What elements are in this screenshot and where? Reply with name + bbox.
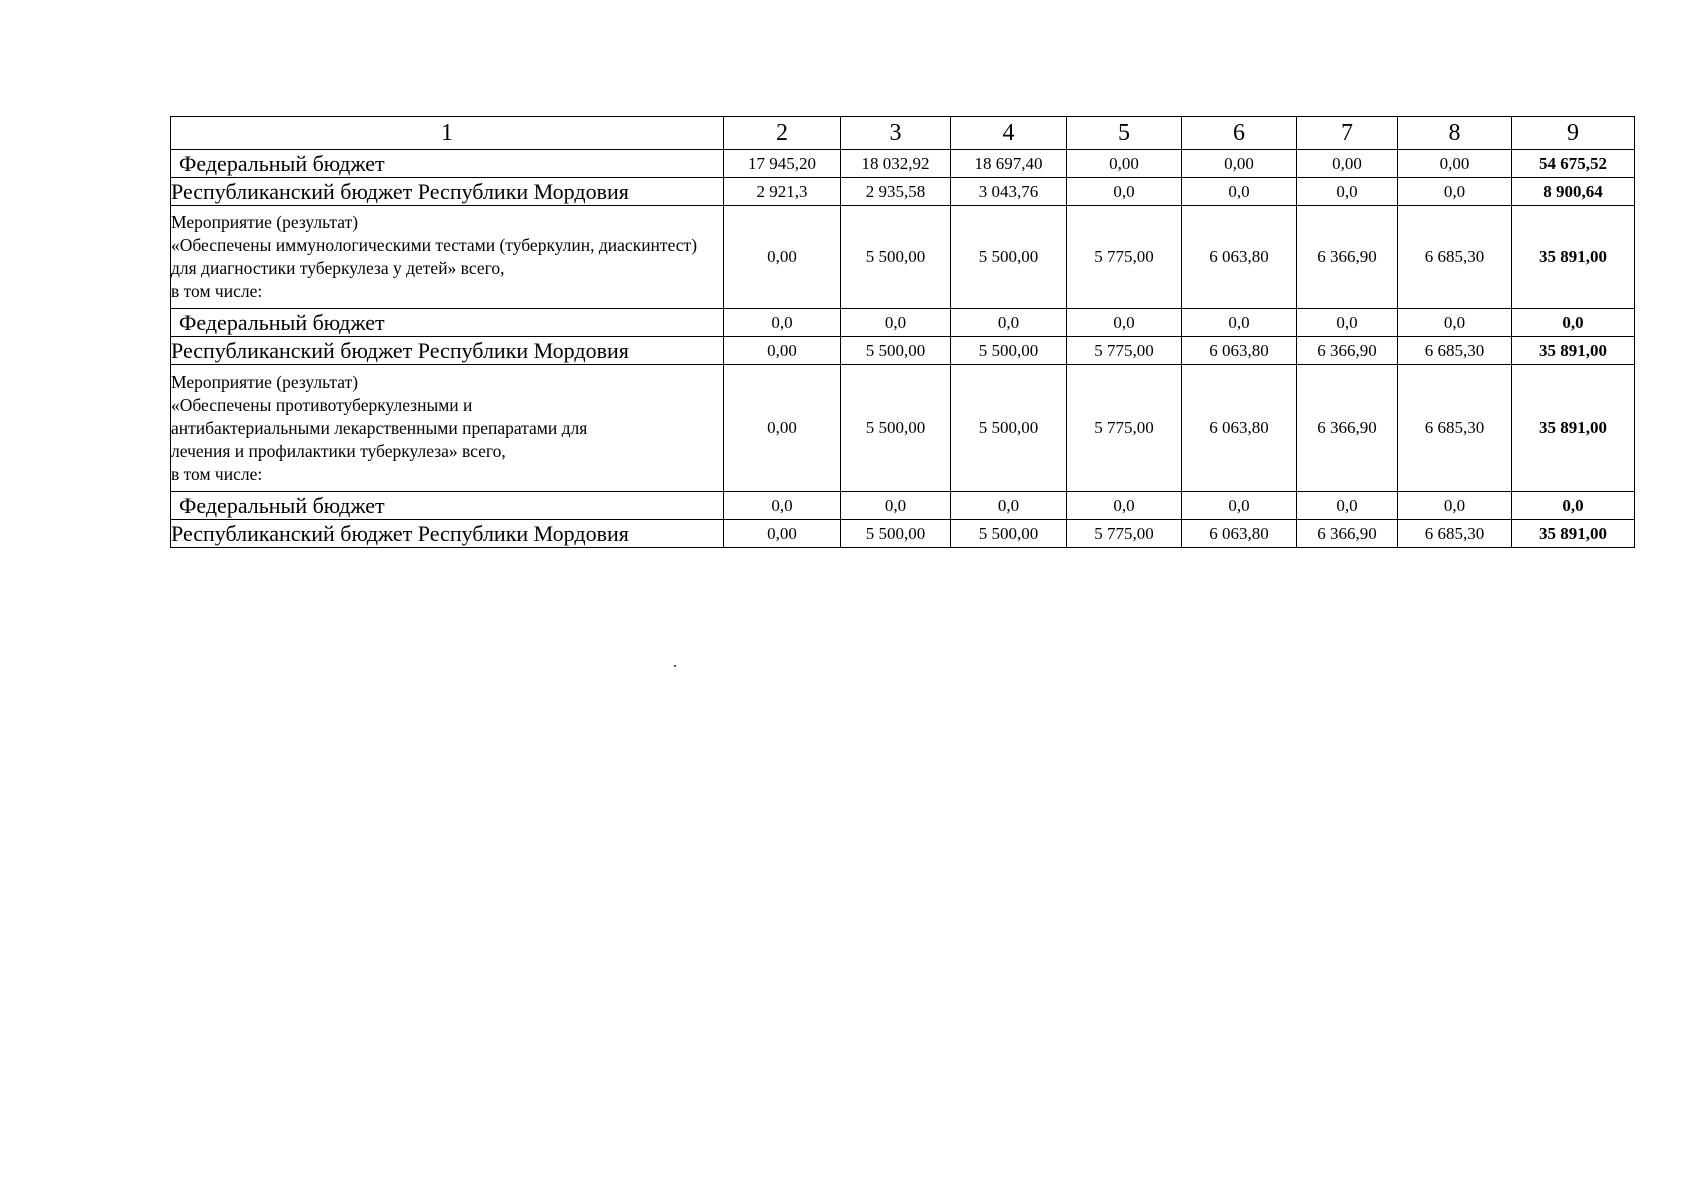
- scan-speck: [674, 665, 676, 667]
- header-row: [171, 117, 1635, 150]
- measure-row: [171, 365, 1635, 492]
- value-cell: 5 500,00: [951, 520, 1067, 548]
- row-label-text: Мероприятие (результат) «Обеспечены противотуберкулезными и антибактериальными лекарственными препаратами для лечения и профилактики туберкулеза» всего, в том числе:: [171, 371, 588, 484]
- header-cell: 8: [1398, 117, 1512, 150]
- header-cell: 2: [724, 117, 841, 150]
- funding-source-row: [171, 520, 1635, 548]
- header-cell: 6: [1182, 117, 1297, 150]
- measure-row: [171, 206, 1635, 309]
- value-cell: 0,0: [1398, 492, 1512, 520]
- value-cell: 5 500,00: [841, 365, 951, 492]
- total-cell: 54 675,52: [1512, 150, 1635, 178]
- value-cell: 2 921,3: [724, 178, 841, 206]
- value-cell: 6 063,80: [1182, 520, 1297, 548]
- funding-source-row: [171, 178, 1635, 206]
- value-cell: 6 685,30: [1398, 337, 1512, 365]
- value-cell: 6 685,30: [1398, 206, 1512, 309]
- value-cell: 5 500,00: [841, 206, 951, 309]
- value-cell: 0,0: [951, 492, 1067, 520]
- header-cell: 7: [1297, 117, 1398, 150]
- value-cell: 0,0: [1067, 492, 1182, 520]
- funding-source-label: [171, 178, 724, 206]
- total-cell: 35 891,00: [1512, 206, 1635, 309]
- row-label-text: Республиканский бюджет Республики Мордовия: [171, 520, 629, 546]
- header-cell: 5: [1067, 117, 1182, 150]
- value-cell: 5 500,00: [951, 365, 1067, 492]
- value-cell: 5 500,00: [841, 520, 951, 548]
- value-cell: 0,00: [1297, 150, 1398, 178]
- header-cell: 1: [171, 117, 724, 150]
- value-cell: 0,0: [724, 492, 841, 520]
- value-cell: 18 697,40: [951, 150, 1067, 178]
- value-cell: 0,00: [724, 520, 841, 548]
- value-cell: 5 500,00: [951, 206, 1067, 309]
- value-cell: 0,0: [1297, 492, 1398, 520]
- row-label-text: Республиканский бюджет Республики Мордовия: [171, 178, 629, 204]
- row-label-text: Федеральный бюджет: [179, 492, 385, 518]
- value-cell: 6 063,80: [1182, 365, 1297, 492]
- value-cell: 0,00: [724, 337, 841, 365]
- total-cell: 0,0: [1512, 492, 1635, 520]
- value-cell: 6 366,90: [1297, 365, 1398, 492]
- value-cell: 0,0: [951, 309, 1067, 337]
- value-cell: 0,0: [1297, 309, 1398, 337]
- funding-source-label: [171, 520, 724, 548]
- total-cell: 35 891,00: [1512, 520, 1635, 548]
- value-cell: 0,00: [1182, 150, 1297, 178]
- value-cell: 0,0: [841, 309, 951, 337]
- measure-label: [171, 206, 724, 309]
- row-label-text: Федеральный бюджет: [179, 309, 385, 335]
- header-cell: 9: [1512, 117, 1635, 150]
- row-label-text: Мероприятие (результат) «Обеспечены иммунологическими тестами (туберкулин, диаскинтест) для диагностики туберкулеза у детей» всего, в том числе:: [171, 212, 698, 301]
- total-cell: 8 900,64: [1512, 178, 1635, 206]
- value-cell: 0,0: [1067, 309, 1182, 337]
- value-cell: 2 935,58: [841, 178, 951, 206]
- value-cell: 18 032,92: [841, 150, 951, 178]
- value-cell: 0,0: [1182, 309, 1297, 337]
- funding-source-label: [171, 309, 724, 337]
- total-cell: 35 891,00: [1512, 365, 1635, 492]
- value-cell: 5 775,00: [1067, 520, 1182, 548]
- value-cell: 0,00: [724, 365, 841, 492]
- value-cell: 0,0: [1297, 178, 1398, 206]
- header-cell: 3: [841, 117, 951, 150]
- funding-source-row: [171, 150, 1635, 178]
- value-cell: 0,0: [1067, 178, 1182, 206]
- funding-source-row: [171, 492, 1635, 520]
- value-cell: 0,00: [724, 206, 841, 309]
- total-cell: 0,0: [1512, 309, 1635, 337]
- value-cell: 0,0: [724, 309, 841, 337]
- funding-source-row: [171, 337, 1635, 365]
- value-cell: 5 500,00: [841, 337, 951, 365]
- value-cell: 0,00: [1398, 150, 1512, 178]
- value-cell: 6 366,90: [1297, 337, 1398, 365]
- budget-table-body: [171, 117, 1635, 548]
- value-cell: 6 366,90: [1297, 520, 1398, 548]
- value-cell: 6 063,80: [1182, 337, 1297, 365]
- value-cell: 0,00: [1067, 150, 1182, 178]
- funding-source-row: [171, 309, 1635, 337]
- value-cell: 5 500,00: [951, 337, 1067, 365]
- row-label-text: Федеральный бюджет: [179, 150, 385, 176]
- row-label-text: Республиканский бюджет Республики Мордовия: [171, 337, 629, 363]
- funding-source-label: [171, 150, 724, 178]
- funding-source-label: [171, 337, 724, 365]
- value-cell: 17 945,20: [724, 150, 841, 178]
- value-cell: 0,0: [1182, 178, 1297, 206]
- header-cell: 4: [951, 117, 1067, 150]
- value-cell: 6 685,30: [1398, 365, 1512, 492]
- funding-source-label: [171, 492, 724, 520]
- value-cell: 6 685,30: [1398, 520, 1512, 548]
- measure-label: [171, 365, 724, 492]
- value-cell: 5 775,00: [1067, 337, 1182, 365]
- value-cell: 6 366,90: [1297, 206, 1398, 309]
- value-cell: 5 775,00: [1067, 206, 1182, 309]
- value-cell: 0,0: [841, 492, 951, 520]
- budget-table: [170, 116, 1635, 548]
- total-cell: 35 891,00: [1512, 337, 1635, 365]
- value-cell: 0,0: [1182, 492, 1297, 520]
- value-cell: 3 043,76: [951, 178, 1067, 206]
- value-cell: 0,0: [1398, 309, 1512, 337]
- value-cell: 5 775,00: [1067, 365, 1182, 492]
- value-cell: 6 063,80: [1182, 206, 1297, 309]
- value-cell: 0,0: [1398, 178, 1512, 206]
